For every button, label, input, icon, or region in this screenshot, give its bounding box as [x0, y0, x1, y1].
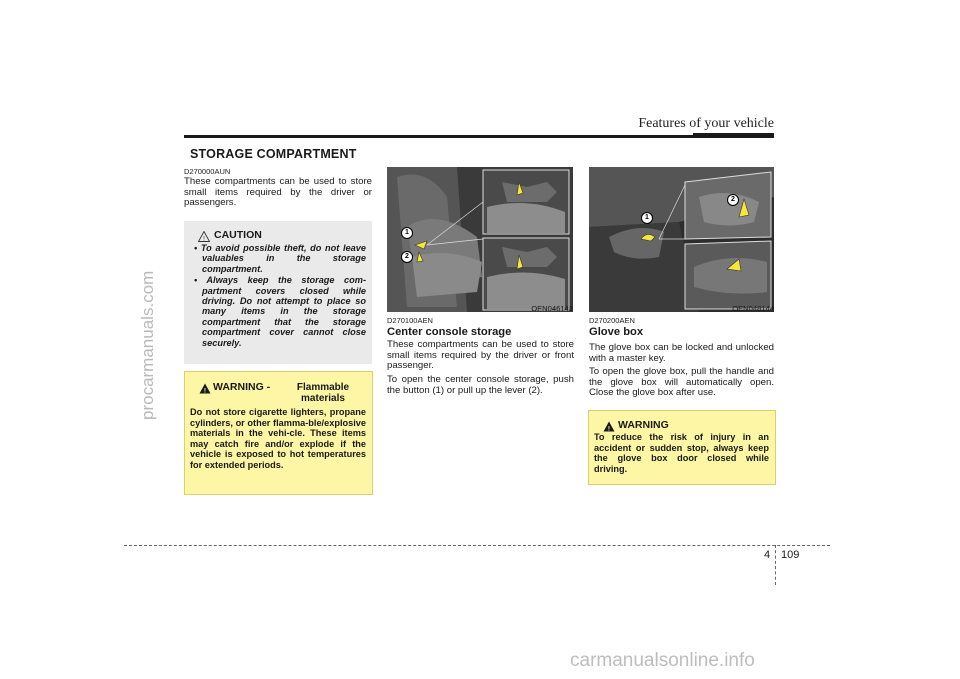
footer-rule — [124, 545, 830, 546]
svg-text:!: ! — [203, 387, 207, 394]
caution-item: • Always keep the storage com-partment covers closed while driving. Do not attempt to place so many items in the storage compartment that the storage compartment cover cannot close securely. — [194, 275, 367, 348]
center-console-photo — [387, 167, 573, 312]
caution-item-text: To avoid possible theft, do not leave valuables in the storage compartment. — [200, 243, 366, 274]
callout-2: 2 — [401, 251, 413, 263]
caution-item-text: Always keep the storage com-partment covers closed while driving. Do not attempt to place so many items in the storage compartment that the storage compartment cover cannot close securely. — [202, 275, 367, 348]
callout-2: 2 — [727, 194, 739, 206]
glove-box-warning-box — [588, 410, 776, 485]
callout-1: 1 — [401, 227, 413, 239]
callout-1: 1 — [641, 212, 653, 224]
side-watermark: procarmanuals.com — [138, 270, 157, 420]
center-console-image-caption: OEN046143 — [531, 304, 573, 313]
center-console-illustration — [387, 167, 573, 312]
center-console-para1: These compartments can be used to store small items required by the driver or front passenger. — [387, 339, 574, 372]
caution-item: • To avoid possible theft, do not leave valuables in the storage compartment. — [194, 243, 366, 274]
center-console-para2: To open the center console storage, push the button (1) or pull up the lever (2). — [387, 374, 574, 396]
glove-box-illustration — [589, 167, 774, 312]
page-header-title: Features of your vehicle — [638, 116, 774, 131]
glove-box-warning-body: To reduce the risk of injury in an accident or sudden stop, always keep the glove box door closed while driving. — [594, 432, 769, 474]
svg-text:!: ! — [203, 235, 205, 242]
page-chapter: 4 — [764, 549, 771, 561]
glove-box-para2: To open the glove box, pull the handle and the glove box will automatically open. Close the glove box after use. — [589, 366, 774, 399]
svg-text:!: ! — [607, 425, 611, 432]
caution-list — [190, 243, 366, 349]
page-number: 109 — [781, 549, 800, 561]
glove-box-image-caption: OEN048144 — [732, 304, 774, 313]
glove-box-heading: Glove box — [589, 326, 644, 338]
col2-code: D270100AEN — [387, 316, 433, 325]
flammable-warning-body: Do not store cigarette lighters, propane cylinders, or other flamma-ble/explosive materials in the vehi-cle. These items may catch fire and/or explode if the vehicle is exposed to hot temperatures for extended periods. — [190, 407, 366, 470]
glove-box-warning-heading: WARNING — [618, 419, 669, 431]
center-console-heading: Center console storage — [387, 326, 512, 338]
header-rule-accent — [693, 133, 774, 138]
section-title: STORAGE COMPARTMENT — [190, 147, 357, 161]
warning-icon — [199, 381, 211, 399]
caution-heading: CAUTION — [214, 229, 262, 241]
col3-code: D270200AEN — [589, 316, 635, 325]
col1-intro: These compartments can be used to store small items required by the driver or passengers. — [184, 176, 372, 209]
caution-box — [184, 221, 372, 364]
glove-box-para1: The glove box can be locked and unlocked with a master key. — [589, 342, 774, 364]
header-rule — [184, 135, 774, 138]
footer-divider — [775, 545, 776, 585]
flammable-warning-box — [184, 371, 373, 495]
flammable-warning-subheading: Flammable materials — [296, 382, 350, 404]
glove-box-photo — [589, 167, 774, 312]
col1-code: D270000AUN — [184, 167, 231, 176]
flammable-warning-heading: WARNING - — [213, 381, 271, 393]
footer-watermark: carmanualsonline.info — [570, 650, 755, 671]
